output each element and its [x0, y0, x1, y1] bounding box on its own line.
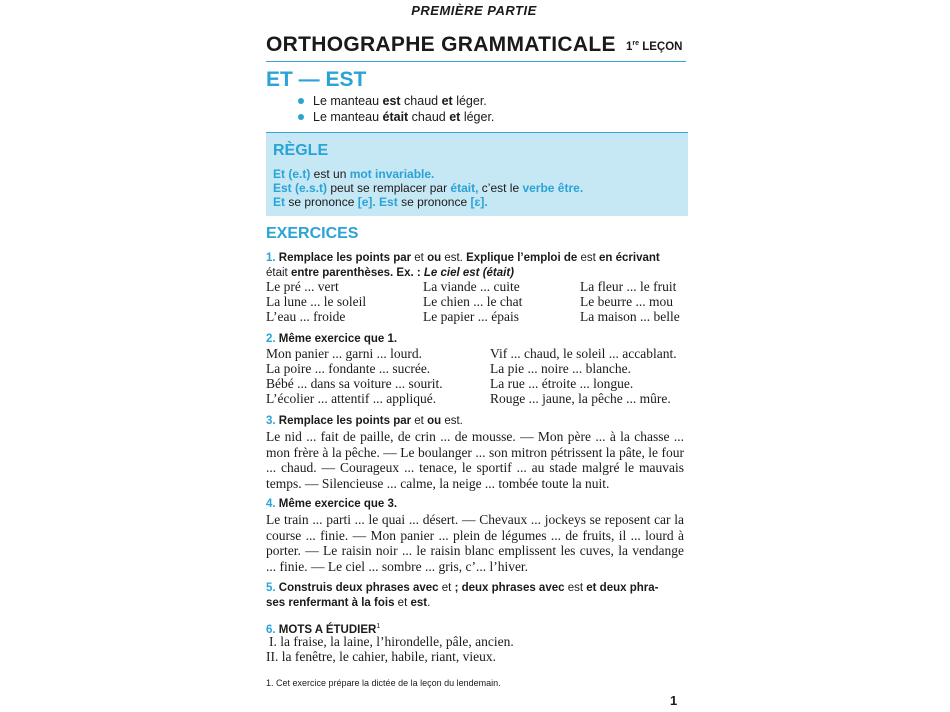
bullet-icon — [298, 114, 304, 120]
textbook-page — [258, 0, 690, 712]
list-item: La viande ... cuite — [423, 279, 520, 294]
list-item: Rouge ... jaune, la pêche ... mûre. — [490, 391, 671, 406]
list-item: L’eau ... froide — [266, 309, 346, 324]
exercise-6-words — [266, 634, 514, 664]
exercise-2-items — [266, 346, 686, 408]
word-list-2: II. la fenêtre, le cahier, habile, riant, vieux. — [266, 649, 496, 664]
example-sentence: Le manteau était chaud et léger. — [313, 110, 494, 124]
lesson-label: 1re LEÇON — [626, 40, 683, 53]
exercise-3-text: Le nid ... fait de paille, de crin ... de mousse. — Mon père ... à la chasse ... mon frère à la pêche. — Le boulanger ... son mitron pétrissent la pâte, le four ... chaud. — Courageux ... tenace, le sportif ... au stade malgré le mauvais temps. — Silencieuse ... calme, la neige ... tombée toute la nuit. — [266, 429, 684, 491]
list-item: Le beurre ... mou — [580, 294, 673, 309]
footnote: 1. Cet exercice prépare la dictée de la leçon du lendemain. — [266, 678, 501, 688]
list-item: La maison ... belle — [580, 309, 680, 324]
list-item: La lune ... le soleil — [266, 294, 367, 309]
list-item: Mon panier ... garni ... lourd. — [266, 346, 422, 361]
list-item: La pie ... noire ... blanche. — [490, 361, 631, 376]
list-item: La fleur ... le fruit — [580, 279, 677, 294]
list-item: Vif ... chaud, le soleil ... accablant. — [490, 346, 677, 361]
exercise-3-instruction: 3. Remplace les points par et ou est. — [266, 415, 463, 427]
page-number: 1 — [670, 693, 678, 708]
bullet-icon — [298, 98, 304, 104]
list-item: La poire ... fondante ... sucrée. — [266, 361, 431, 376]
exercise-5-instruction: 5. Construis deux phrases avec et ; deux phrases avec est et deux phra- ses renfermant à la fois et est. — [266, 582, 659, 609]
exercise-4-text: Le train ... parti ... le quai ... désert. — Chevaux ... jockeys se reposent car la course ... finie. — Mon panier ... plein de légumes ... de fruits, il ... lourd à porter. — Le raisin noir ... le raisin blanc emplissent les cuves, la vendange ... finie. — Le ciel ... sombre ... gris, c’... l’hiver. — [266, 512, 684, 574]
page-title: ORTHOGRAPHE GRAMMATICALE — [266, 33, 616, 56]
example-sentence: Le manteau est chaud et léger. — [313, 94, 487, 108]
part-title: PREMIÈRE PARTIE — [411, 3, 537, 18]
rule-line: Et (e.t) est un mot invariable. — [273, 167, 435, 181]
section-title: ET — EST — [266, 68, 367, 91]
rule-box — [266, 132, 688, 216]
word-list-1: I. la fraise, la laine, l’hirondelle, pâle, ancien. — [269, 634, 514, 649]
list-item: La rue ... étroite ... longue. — [490, 376, 634, 391]
list-item: Bébé ... dans sa voiture ... sourit. — [266, 376, 443, 391]
rule-heading: RÈGLE — [273, 142, 329, 159]
exercise-4-instruction: 4. Même exercice que 3. — [266, 498, 398, 510]
exercises-heading: EXERCICES — [266, 225, 359, 242]
list-item: L’écolier ... attentif ... appliqué. — [266, 391, 437, 406]
list-item: Le chien ... le chat — [423, 294, 523, 309]
rule-line: Est (e.s.t) peut se remplacer par était, c’est le verbe être. — [273, 181, 584, 195]
exercise-1-instruction: 1. Remplace les points par et ou est. Explique l’emploi de est en écrivant était entre parenthèses. Ex. : Le ciel est (était) — [266, 252, 660, 279]
exercise-1-items — [266, 279, 686, 325]
list-item: Le papier ... épais — [423, 309, 519, 324]
exercise-6-instruction: 6. MOTS A ÉTUDIER$^1$ — [266, 623, 381, 636]
divider — [266, 61, 686, 62]
rule-line: Et se prononce [e]. Est se prononce [ɛ]. — [273, 195, 488, 209]
list-item: Le pré ... vert — [266, 279, 339, 294]
exercise-2-instruction: 2. Même exercice que 1. — [266, 333, 398, 345]
